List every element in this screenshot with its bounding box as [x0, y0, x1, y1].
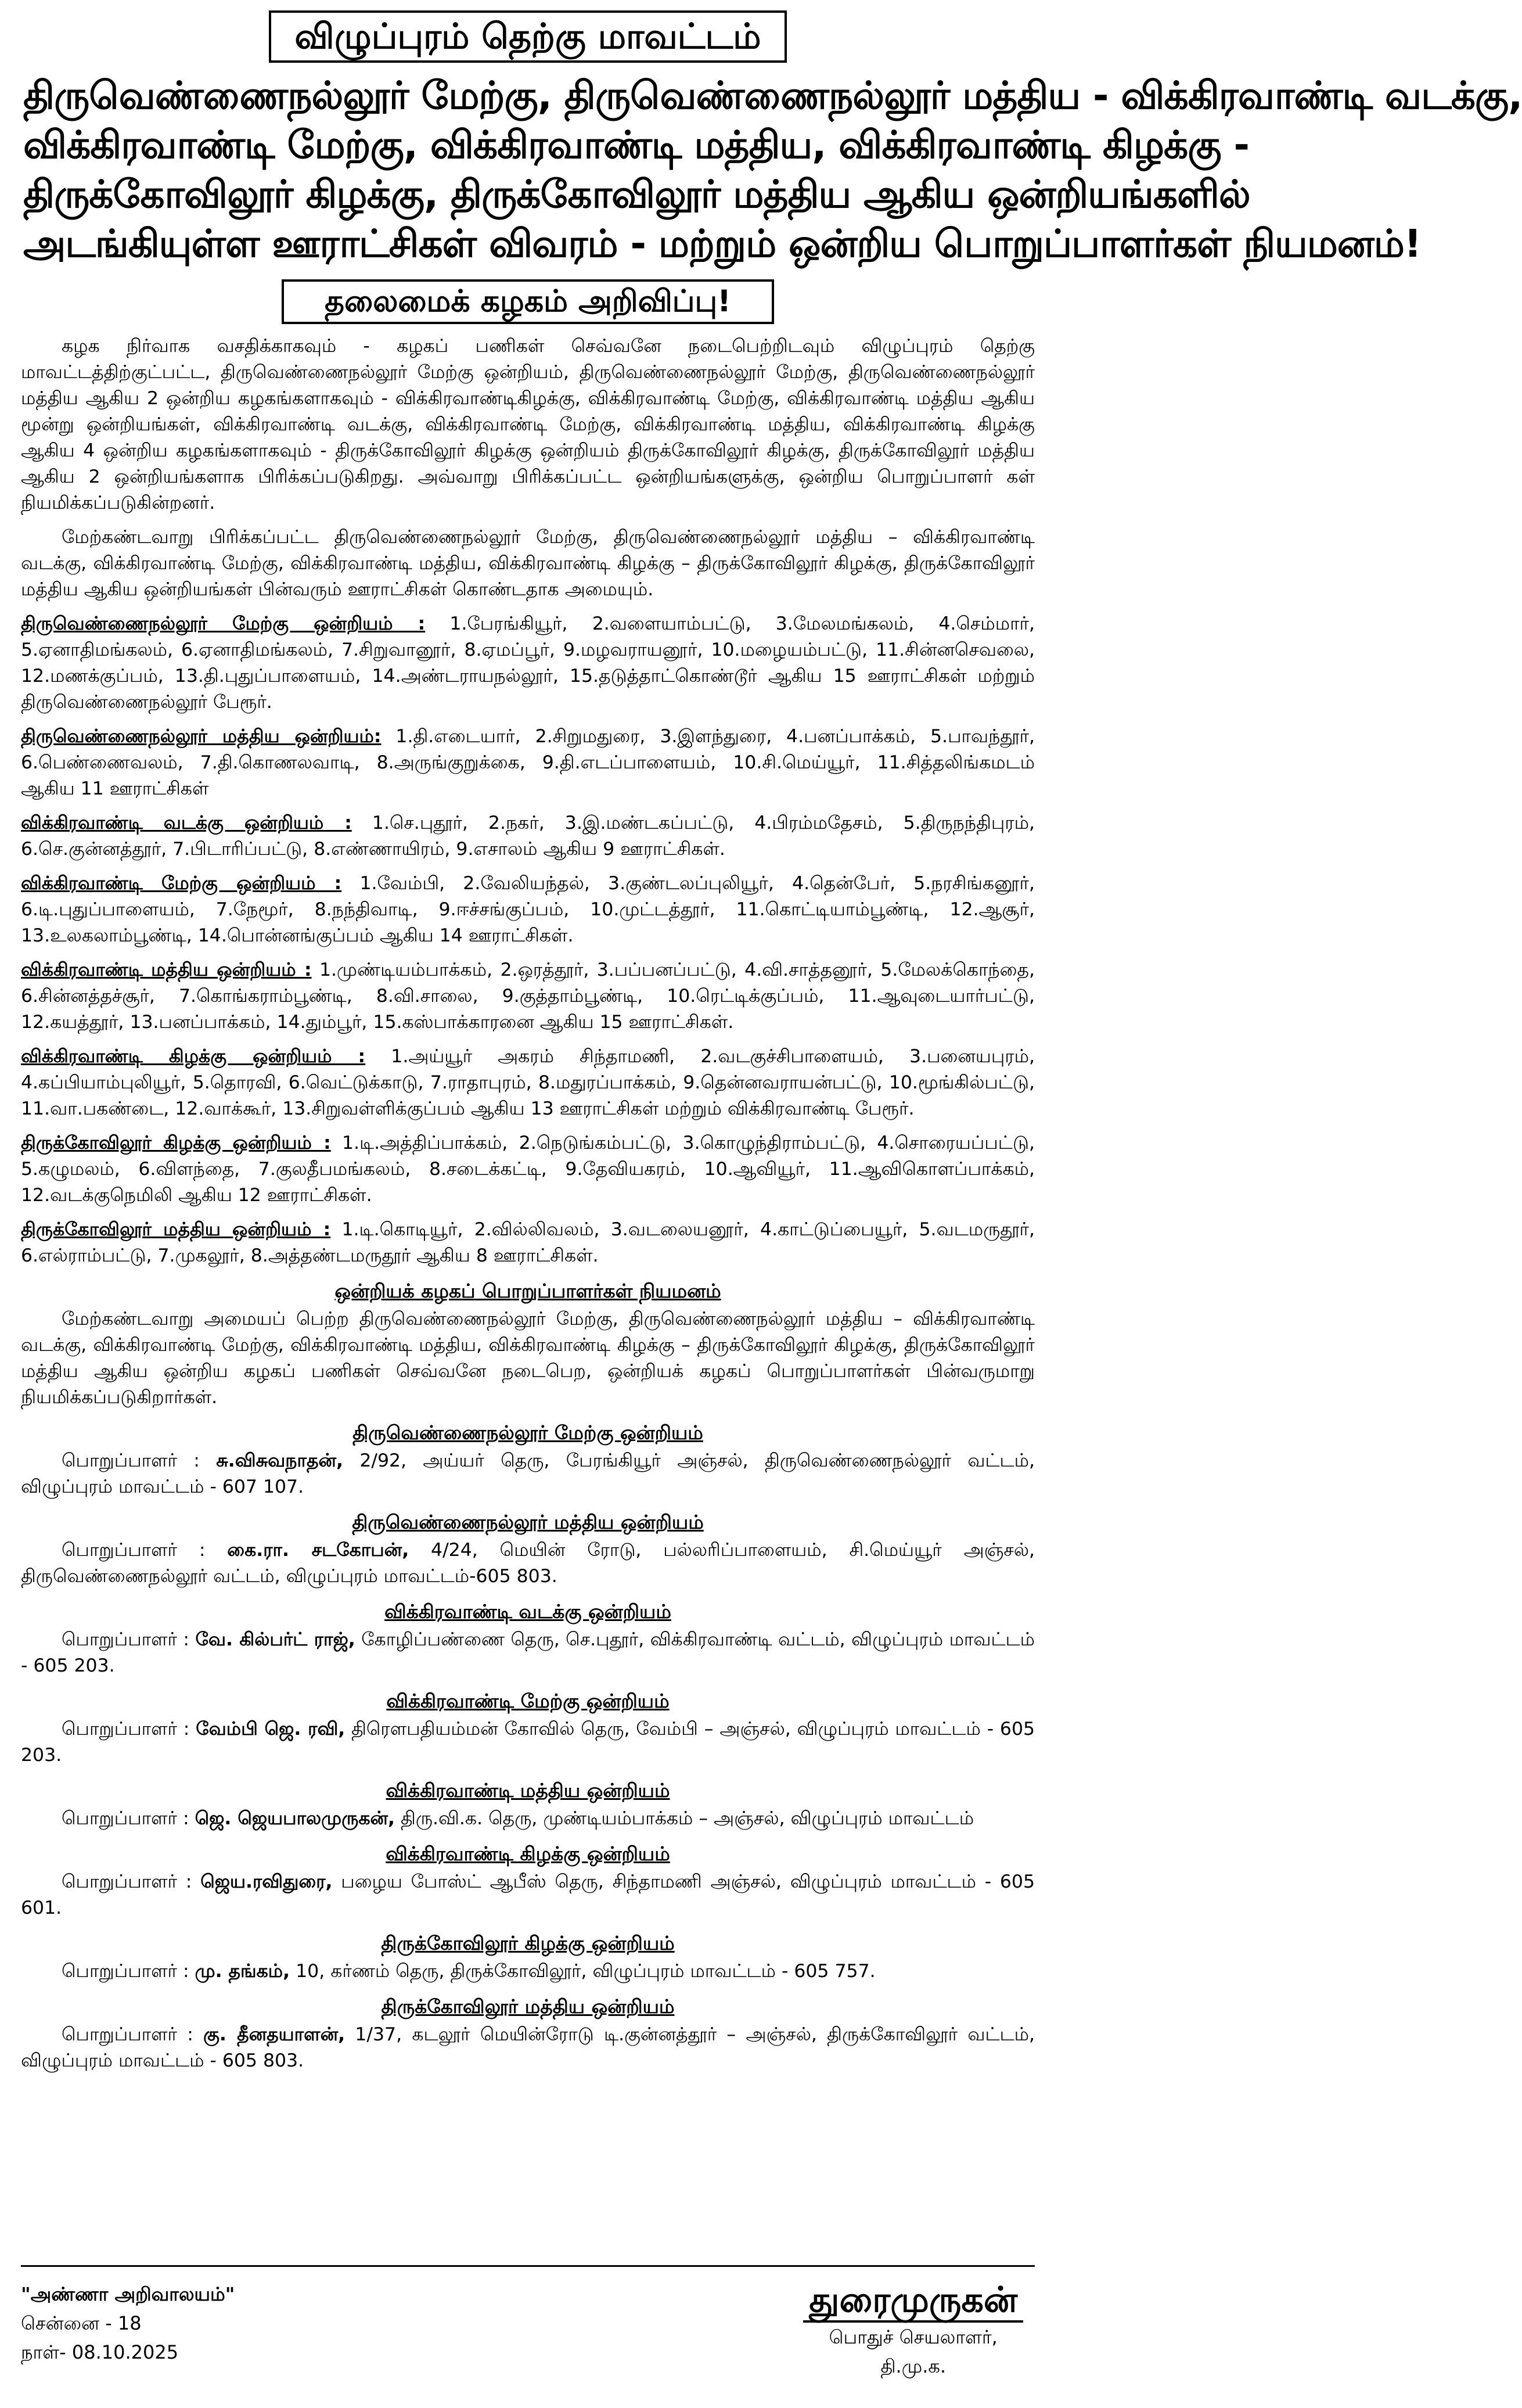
officer-address: பழைய போஸ்ட் ஆபீஸ் தெரு, சிந்தாமணி அஞ்சல், விழுப்புரம் மாவட்டம் - 605 601. — [21, 1871, 1035, 1918]
village-list: 1.அய்யூர் அகரம் சிந்தாமணி, 2.வடகுச்சிபாளையம், 3.பனையபுரம், 4.கப்பியாம்புலியூர், 5.தொரவி, 6.வெட்டுக்காடு, 7.ராதாபுரம், 8.மதுரப்பாக்கம், 9.தென்னவராயன்பட்டு, 10.மூங்கில்பட்டு, 11.வா.பகண்டை, 12.வாக்கூர், 13.சிறுவள்ளிக்குப்பம் ஆகிய 13 ஊராட்சிகள் மற்றும் விக்கிரவாண்டி பேரூர். — [21, 1045, 1035, 1119]
union-villages — [21, 871, 1035, 949]
officer-name: கு. தீனதயாளன், — [203, 2024, 346, 2045]
officer-address: 1/37, கடலூர் மெயின்ரோடு டி.குன்னத்தூர் – அஞ்சல், திருக்கோவிலூர் வட்டம், விழுப்புரம் மாவட்டம் - 605 803. — [21, 2024, 1035, 2071]
union-name: விக்கிரவாண்டி கிழக்கு ஒன்றியம் : — [21, 1045, 366, 1067]
officer-address: 4/24, மெயின் ரோடு, பல்லரிப்பாளையம், சி.மெய்யூர் அஞ்சல், திருவெண்ணைநல்லூர் வட்டம், விழுப்புரம் மாவட்டம்-605 803. — [21, 1539, 1035, 1587]
appointment-intro: மேற்கண்டவாறு அமையப் பெற்ற திருவெண்ணைநல்லூர் மேற்கு, திருவெண்ணைநல்லூர் மத்திய – விக்கிரவாண்டி வடக்கு, விக்கிரவாண்டி மேற்கு, விக்கிரவாண்டி மத்திய, விக்கிரவாண்டி கிழக்கு – திருக்கோவிலூர் கிழக்கு, திருக்கோவிலூர் மத்திய ஆகிய ஒன்றிய கழகப் பணிகள் செவ்வனே நடைபெற, ஒன்றியக் கழகப் பொறுப்பாளர்கள் பின்வருமாறு நியமிக்கப்படுகிறார்கள். — [21, 1308, 1035, 1408]
headline-line: திருக்கோவிலூர் கிழக்கு, திருக்கோவிலூர் மத்திய ஆகிய ஒன்றியங்களில் — [23, 172, 1250, 217]
officer-entry — [21, 1448, 1035, 1500]
union-name: விக்கிரவாண்டி வடக்கு ஒன்றியம் : — [21, 812, 352, 833]
notice-body — [21, 333, 1035, 2074]
announcement-title-box — [21, 279, 1035, 324]
officer-name: வேம்பி ஜெ. ரவி, — [196, 1718, 346, 1739]
officer-name: ஜெ. ஜெயபாலமுருகன், — [195, 1807, 395, 1829]
union-name: திருவெண்ணைநல்லூர் மேற்கு ஒன்றியம் : — [21, 613, 426, 634]
officer-address: திரௌபதியம்மன் கோவில் தெரு, வேம்பி – அஞ்சல், விழுப்புரம் மாவட்டம் - 605 203. — [21, 1718, 1035, 1766]
officer-label: பொறுப்பாளர் : — [62, 1539, 206, 1561]
officer-entry — [21, 1869, 1035, 1921]
headline — [21, 71, 1522, 269]
intro-paragraph: மேற்கண்டவாறு பிரிக்கப்பட்ட திருவெண்ணைநல்லூர் மேற்கு, திருவெண்ணைநல்லூர் மத்திய – விக்கிரவாண்டி வடக்கு, விக்கிரவாண்டி மேற்கு, விக்கிரவாண்டி மத்திய, விக்கிரவாண்டி கிழக்கு – திருக்கோவிலூர் கிழக்கு, திருக்கோவிலூர் மத்திய ஆகிய ஒன்றியங்கள் பின்வரும் ஊராட்சிகள் கொண்டதாக அமையும். — [21, 526, 1035, 600]
officer-union-heading: திருக்கோவிலூர் மத்திய ஒன்றியம் — [381, 1994, 675, 2018]
union-name: திருவெண்ணைநல்லூர் மத்திய ஒன்றியம்: — [21, 725, 382, 747]
officer-label: பொறுப்பாளர் : — [62, 1450, 200, 1471]
village-list: 1.டி.கொடியூர், 2.வில்லிவலம், 3.வடலையனூர், 4.காட்டுப்பையூர், 5.வடமருதூர், 6.எல்ராம்பட்டு, 7.முகலூர், 8.அத்தண்டமருதூர் ஆகிய 8 ஊராட்சிகள். — [21, 1219, 1035, 1266]
officer-label: பொறுப்பாளர் : — [62, 1629, 190, 1650]
officer-entry — [21, 1716, 1035, 1769]
headline-line: திருவெண்ணைநல்லூர் மேற்கு, திருவெண்ணைநல்லூர் மத்திய - விக்கிரவாண்டி வடக்கு, — [23, 73, 1522, 118]
officer-name: மு. தங்கம், — [195, 1960, 290, 1982]
officer-union-heading: விக்கிரவாண்டி மேற்கு ஒன்றியம் — [386, 1689, 670, 1712]
footer-signatory — [803, 2280, 1023, 2381]
officer-label: பொறுப்பாளர் : — [62, 2024, 193, 2045]
officer-union-heading: விக்கிரவாண்டி கிழக்கு ஒன்றியம் — [386, 1842, 670, 1865]
union-villages — [21, 957, 1035, 1036]
union-villages — [21, 724, 1035, 802]
officer-name: கை.ரா. சடகோபன், — [227, 1539, 409, 1561]
officer-entry — [21, 1537, 1035, 1590]
village-list: 1.டி.அத்திப்பாக்கம், 2.நெடுங்கம்பட்டு, 3.கொழுந்திராம்பட்டு, 4.சொரையப்பட்டு, 5.கழுமலம், 6.விளந்தை, 7.குலதீபமங்கலம், 8.சடைக்கட்டி, 9.தேவியகரம், 10.ஆவியூர், 11.ஆவிகொளப்பாக்கம், 12.வடக்குநெமிலி ஆகிய 12 ஊராட்சிகள். — [21, 1132, 1035, 1206]
union-villages — [21, 611, 1035, 716]
village-list: 1.செ.புதூர், 2.நகர், 3.இ.மண்டகப்பட்டு, 4.பிரம்மதேசம், 5.திருநந்திபுரம், 6.செ.குன்னத்தூர், 7.பிடாரிப்பட்டு, 8.எண்ணாயிரம், 9.எசாலம் ஆகிய 9 ஊராட்சிகள். — [21, 812, 1035, 860]
union-villages — [21, 1044, 1035, 1122]
issue-place: "அண்ணா அறிவாலயம்" — [21, 2283, 235, 2305]
district-title-box — [21, 10, 1035, 63]
officer-name: ஜெய.ரவிதுரை, — [200, 1871, 333, 1892]
signatory-designation: பொதுச் செயலாளர், — [829, 2326, 998, 2348]
village-list: 1.தி.எடையார், 2.சிறுமதுரை, 3.இளந்துரை, 4.பனப்பாக்கம், 5.பாவந்தூர், 6.பெண்ணைவலம், 7.தி.கொணலவாடி, 8.அருங்குறுக்கை, 9.தி.எடப்பாளையம், 10.சி.மெய்யூர், 11.சித்தலிங்கமடம் ஆகிய 11 ஊராட்சிகள் — [21, 725, 1035, 799]
headline-line: அடங்கியுள்ள ஊராட்சிகள் விவரம் - மற்றும் ஒன்றிய பொறுப்பாளர்கள் நியமனம்! — [23, 221, 1422, 267]
officer-entry — [21, 1806, 1035, 1832]
appointment-heading: ஒன்றியக் கழகப் பொறுப்பாளர்கள் நியமனம் — [334, 1279, 721, 1302]
notice-footer — [21, 2265, 1035, 2407]
union-villages — [21, 810, 1035, 862]
union-name: விக்கிரவாண்டி மேற்கு ஒன்றியம் : — [21, 872, 342, 894]
officer-name: சு.விசுவநாதன், — [216, 1450, 343, 1471]
intro-paragraph: கழக நிர்வாக வசதிக்காகவும் - கழகப் பணிகள் செவ்வனே நடைபெற்றிடவும் விழுப்புரம் தெற்கு மாவட்டத்திற்குட்பட்ட, திருவெண்ணைநல்லூர் மேற்கு ஒன்றியம், திருவெண்ணைநல்லூர் மேற்கு, திருவெண்ணைநல்லூர் மத்திய ஆகிய 2 ஒன்றிய கழகங்களாகவும் - விக்கிரவாண்டிகிழக்கு, விக்கிரவாண்டி மேற்கு, விக்கிரவாண்டி மத்திய ஆகிய மூன்று ஒன்றியங்கள், விக்கிரவாண்டி வடக்கு, விக்கிரவாண்டி மேற்கு, விக்கிரவாண்டி மத்திய, விக்கிரவாண்டி கிழக்கு ஆகிய 4 ஒன்றிய கழகங்களாகவும் - திருக்கோவிலூர் கிழக்கு ஒன்றியம் திருக்கோவிலூர் கிழக்கு, திருக்கோவிலூர் மத்திய ஆகிய 2 ஒன்றியங்களாக பிரிக்கப்படுகிறது. அவ்வாறு பிரிக்கப்பட்ட ஒன்றியங்களுக்கு, ஒன்றிய பொறுப்பாளர் கள் நியமிக்கப்படுகின்றனர். — [21, 335, 1035, 513]
officer-union-heading: திருவெண்ணைநல்லூர் மத்திய ஒன்றியம் — [352, 1510, 704, 1533]
officer-entry — [21, 2022, 1035, 2074]
officer-union-heading: விக்கிரவாண்டி வடக்கு ஒன்றியம் — [384, 1600, 671, 1623]
officer-address: 2/92, அய்யர் தெரு, பேரங்கியூர் அஞ்சல், திருவெண்ணைநல்லூர் வட்டம், விழுப்புரம் மாவட்டம் - 607 107. — [21, 1450, 1035, 1497]
signatory-party: தி.மு.க. — [880, 2355, 947, 2377]
officer-address: கோழிப்பண்ணை தெரு, செ.புதூர், விக்கிரவாண்டி வட்டம், விழுப்புரம் மாவட்டம் - 605 203. — [21, 1629, 1035, 1676]
village-list: 1.பேரங்கியூர், 2.வளையாம்பட்டு, 3.மேலமங்கலம், 4.செம்மார், 5.ஏனாதிமங்கலம், 6.ஏனாதிமங்கலம், 7.சிறுவானூர், 8.ஏமப்பூர், 9.மழவராயனூர், 10.மழையம்பட்டு, 11.சின்னசெவலை, 12.மணக்குப்பம், 13.தி.புதுப்பாளையம், 14.அண்டராயநல்லூர், 15.தடுத்தாட்கொண்டூர் ஆகிய 15 ஊராட்சிகள் மற்றும் திருவெண்ணைநல்லூர் பேரூர். — [21, 613, 1035, 713]
union-name: திருக்கோவிலூர் கிழக்கு ஒன்றியம் : — [21, 1132, 331, 1153]
footer-issue-details — [21, 2280, 235, 2367]
union-name: திருக்கோவிலூர் மத்திய ஒன்றியம் : — [21, 1219, 331, 1240]
signatory-name: துரைமுருகன் — [803, 2280, 1023, 2323]
union-villages — [21, 1217, 1035, 1269]
issue-city: சென்னை - 18 — [21, 2312, 142, 2334]
officer-label: பொறுப்பாளர் : — [62, 1960, 189, 1982]
officer-union-heading: திருவெண்ணைநல்லூர் மேற்கு ஒன்றியம் — [352, 1421, 703, 1444]
officer-union-heading: திருக்கோவிலூர் கிழக்கு ஒன்றியம் — [381, 1931, 675, 1954]
officer-entry — [21, 1627, 1035, 1679]
officer-entry — [21, 1958, 1035, 1985]
officer-label: பொறுப்பாளர் : — [62, 1807, 189, 1829]
issue-date: நாள்- 08.10.2025 — [21, 2341, 179, 2363]
officer-union-heading: விக்கிரவாண்டி மத்திய ஒன்றியம் — [386, 1778, 670, 1802]
district-title: விழுப்புரம் தெற்கு மாவட்டம் — [269, 10, 786, 63]
officer-name: வே. கில்பர்ட் ராஜ், — [195, 1629, 355, 1650]
village-list: 1.வேம்பி, 2.வேலியந்தல், 3.குண்டலப்புலியூர், 4.தென்பேர், 5.நரசிங்கனூர், 6.டி.புதுப்பாளையம், 7.நேமூர், 8.நந்திவாடி, 9.ஈச்சங்குப்பம், 10.முட்டத்தூர், 11.கொட்டியாம்பூண்டி, 12.ஆசூர், 13.உலகலாம்பூண்டி, 14.பொன்னங்குப்பம் ஆகிய 14 ஊராட்சிகள். — [21, 872, 1035, 946]
union-name: விக்கிரவாண்டி மத்திய ஒன்றியம் : — [21, 959, 312, 980]
village-list: 1.முண்டியம்பாக்கம், 2.ஒரத்தூர், 3.பப்பனப்பட்டு, 4.வி.சாத்தனூர், 5.மேலக்கொந்தை, 6.சின்னத்தச்சூர், 7.கொங்கராம்பூண்டி, 8.வி.சாலை, 9.குத்தாம்பூண்டி, 10.ரெட்டிக்குப்பம், 11.ஆவுடையார்பட்டு, 12.கயத்தூர், 13.பனப்பாக்கம், 14.தும்பூர், 15.கஸ்பாக்காரனை ஆகிய 15 ஊராட்சிகள். — [21, 959, 1035, 1033]
officer-address: திரு.வி.க. தெரு, முண்டியம்பாக்கம் – அஞ்சல், விழுப்புரம் மாவட்டம் — [401, 1807, 974, 1829]
officer-label: பொறுப்பாளர் : — [62, 1718, 190, 1739]
announcement-title: தலைமைக் கழகம் அறிவிப்பு! — [282, 279, 774, 324]
headline-line: விக்கிரவாண்டி மேற்கு, விக்கிரவாண்டி மத்திய, விக்கிரவாண்டி கிழக்கு - — [23, 123, 1249, 168]
officer-address: 10, கர்ணம் தெரு, திருக்கோவிலூர், விழுப்புரம் மாவட்டம் - 605 757. — [296, 1960, 876, 1982]
union-villages — [21, 1130, 1035, 1209]
officer-label: பொறுப்பாளர் : — [62, 1871, 192, 1892]
